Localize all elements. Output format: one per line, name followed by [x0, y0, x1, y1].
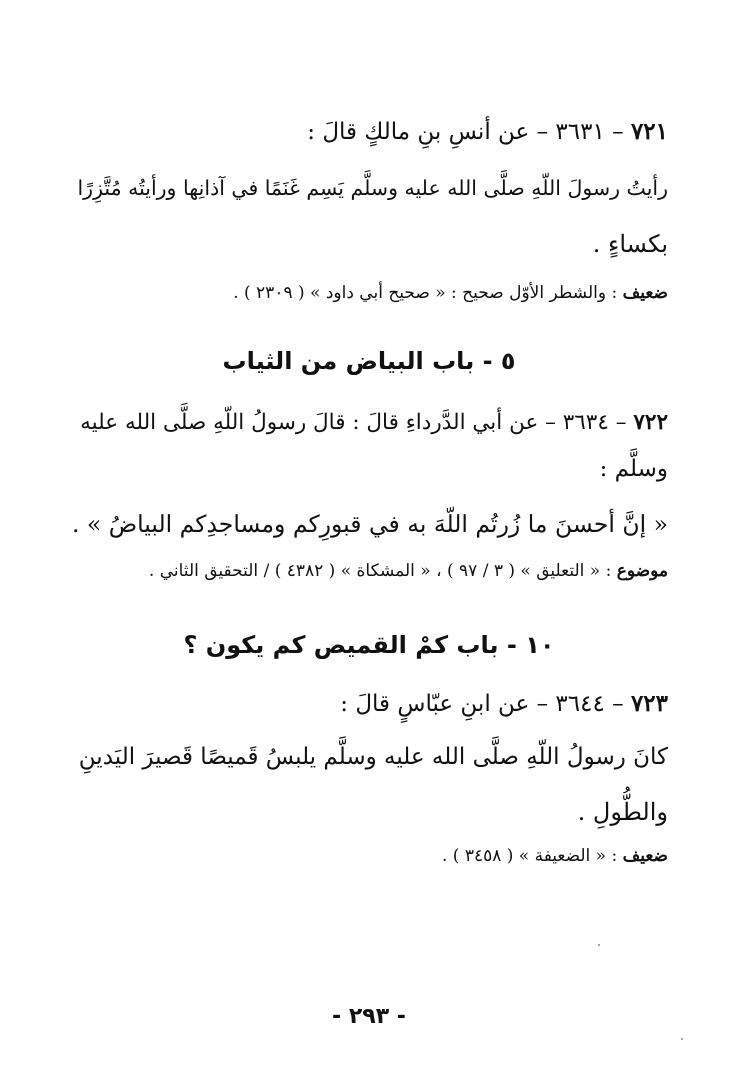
hadith-723-grade-label: ضعيف [622, 846, 668, 866]
hadith-722-header [70, 410, 668, 435]
scan-speck [598, 944, 600, 946]
hadith-723-header [70, 690, 668, 717]
hadith-722-grade-text: : « التعليق » ( ٣ / ٩٧ ) ، « المشكاة » ( ٤٣٨٢ ) / التحقيق الثاني . [148, 561, 612, 581]
hadith-722-header-text: – ٣٦٣٤ – عن أبي الدَّرداءِ قالَ : قالَ رسولُ اللّهِ صلَّى الله عليه [80, 410, 627, 435]
hadith-723-grade [70, 846, 668, 866]
hadith-721-grade [70, 283, 668, 303]
hadith-721-grade-text: : والشطر الأوّل صحيح : « صحيح أبي داود » ( ٢٣٠٩ ) . [233, 283, 618, 303]
hadith-723-line1: كانَ رسولُ اللّهِ صلَّى الله عليه وسلَّم يلبسُ قَميصًا قَصيرَ اليَدينِ [78, 744, 668, 770]
hadith-721-line1: رأيتُ رسولَ اللّهِ صلَّى الله عليه وسلَّم يَسِم غَنَمًا في آذانِها ورأيتُه مُتَّزِرًا [77, 176, 668, 200]
hadith-721-grade-label: ضعيف [622, 283, 668, 303]
scan-speck [681, 1038, 683, 1040]
hadith-722-number: ٧٢٢ [633, 410, 668, 435]
hadith-721-number: ٧٢١ [630, 118, 668, 145]
hadith-723-header-text: – ٣٦٤٤ – عن ابنِ عبّاسٍ قالَ : [340, 691, 624, 717]
page-number: - ٢٩٣ - [332, 1004, 406, 1029]
hadith-721-header-text: – ٣٦٣١ – عن أنسِ بنِ مالكٍ قالَ : [307, 119, 624, 145]
section-heading-5: ٥ - باب البياض من الثياب [222, 347, 516, 375]
hadith-722-line2: « إنَّ أحسنَ ما زُرتُم اللّهَ به في قبورِكم ومساجدِكم البياضُ » . [71, 510, 668, 538]
hadith-722-line1: وسلَّم : [599, 456, 668, 482]
hadith-723-number: ٧٢٣ [630, 690, 668, 717]
hadith-722-grade-label: موضوع [616, 561, 668, 581]
hadith-722-grade [70, 561, 668, 581]
hadith-723-grade-text: : « الضعيفة » ( ٣٤٥٨ ) . [441, 846, 618, 866]
section-heading-10: ١٠ - باب كمْ القميص كم يكون ؟ [183, 631, 555, 659]
hadith-721-header [70, 118, 668, 145]
hadith-723-line2: والطُّولِ . [577, 798, 668, 826]
hadith-721-line2: بكساءٍ . [592, 230, 668, 258]
